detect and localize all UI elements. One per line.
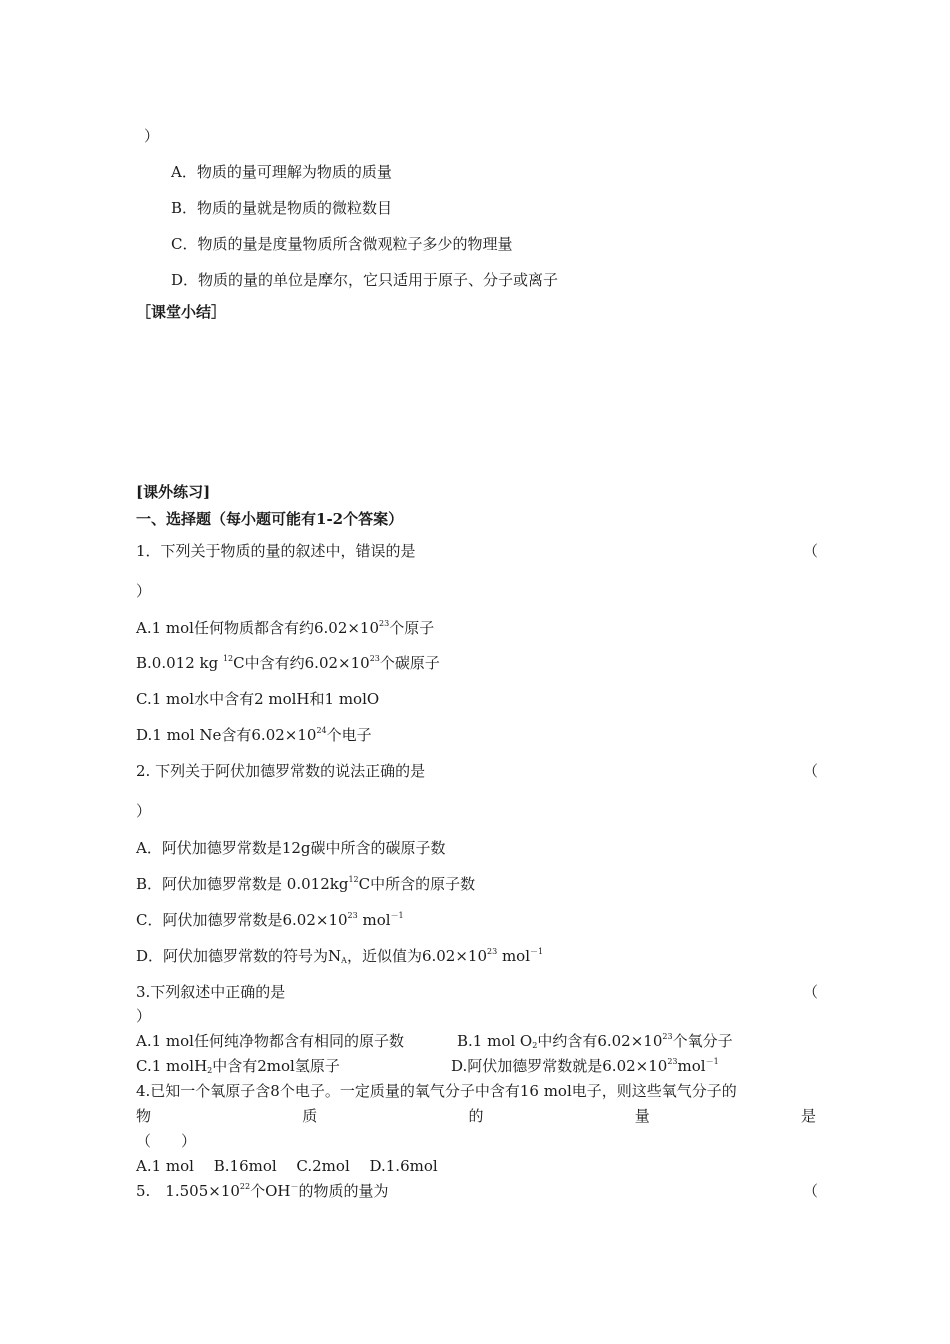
option-d: D．物质的量的单位是摩尔，它只适用于原子、分子或离子 bbox=[171, 271, 559, 289]
question-1-option-a: A.1 mol任何物质都含有约$6.02\times 10^{23}$个原子 bbox=[136, 619, 435, 637]
question-4-options: A.1 mol B.16mol C.2mol D.1.6mol bbox=[136, 1157, 438, 1175]
spread-char: 量 bbox=[634, 1107, 650, 1125]
question-1-open-paren: （ bbox=[803, 542, 819, 560]
spread-char: 质 bbox=[302, 1107, 318, 1125]
section-title: 一、选择题（每小题可能有1-2个答案） bbox=[136, 510, 404, 528]
question-2-open-paren: （ bbox=[803, 762, 819, 780]
question-2-close-paren: ） bbox=[136, 802, 152, 820]
question-1-option-d: D.1 mol Ne含有$6.02\times 10^{24}$个电子 bbox=[136, 726, 372, 744]
question-4-blank: （ ） bbox=[136, 1132, 197, 1150]
question-1-stem: 1．下列关于物质的量的叙述中，错误的是 bbox=[136, 542, 416, 560]
question-1-option-c: C.1 mol水中含有2 molH和1 molO bbox=[136, 690, 380, 708]
question-2-stem: 2. 下列关于阿伏加德罗常数的说法正确的是 bbox=[136, 762, 426, 780]
question-3-open-paren: （ bbox=[803, 983, 819, 1001]
question-1-option-b: B.0.012 kg $^{12}$C中含有约$6.02\times 10^{23}$个碳原子 bbox=[136, 654, 440, 672]
question-3-stem: 3.下列叙述中正确的是 bbox=[136, 983, 286, 1001]
question-5-stem: 5. $1.505\times 10^{22}$个OH－的物质的量为 bbox=[136, 1182, 389, 1200]
spread-char: 是 bbox=[800, 1107, 816, 1125]
question-2-option-b: B．阿伏加德罗常数是 $0.012kg^{12}C$中所含的原子数 bbox=[136, 875, 476, 893]
exercise-heading: [课外练习] bbox=[136, 483, 211, 501]
question-3-option-c: C.1 molH$_2$中含有2mol氢原子 bbox=[136, 1057, 340, 1075]
question-3-option-d: D.阿伏加德罗常数就是$6.02\times 10^{23}mol^{-1}$ bbox=[451, 1057, 719, 1075]
close-paren-top: ） bbox=[144, 127, 160, 145]
question-2-option-d: D．阿伏加德罗常数的符号为$N_A$，近似值为$6.02\times 10^{23}$ mol$^{-1}$ bbox=[136, 947, 544, 965]
question-4-stem: 4.已知一个氧原子含8个电子。一定质量的氧气分子中含有16 mol电子，则这些氧气分子的 bbox=[136, 1082, 737, 1100]
question-4-spread-line bbox=[136, 1106, 816, 1126]
question-2-option-c: C．阿伏加德罗常数是$6.02\times 10^{23}$ mol$^{-1}$ bbox=[136, 911, 404, 929]
question-5-open-paren: （ bbox=[803, 1182, 819, 1200]
spread-char: 物 bbox=[136, 1107, 152, 1125]
spread-char: 的 bbox=[468, 1107, 484, 1125]
question-2-option-a: A．阿伏加德罗常数是12g碳中所含的碳原子数 bbox=[136, 839, 446, 857]
option-b: B．物质的量就是物质的微粒数目 bbox=[171, 199, 393, 217]
question-3-option-a: A.1 mol任何纯净物都含有相同的原子数 bbox=[136, 1032, 404, 1050]
question-1-close-paren: ） bbox=[136, 582, 152, 600]
summary-heading: ［课堂小结］ bbox=[136, 303, 227, 321]
question-3-option-b: B.1 mol $O_2$中约含有$6.02\times 10^{23}$个氧分子 bbox=[457, 1032, 733, 1050]
option-a: A．物质的量可理解为物质的质量 bbox=[171, 163, 392, 181]
option-c: C．物质的量是度量物质所含微观粒子多少的物理量 bbox=[171, 235, 513, 253]
question-3-close-paren: ） bbox=[136, 1007, 152, 1025]
